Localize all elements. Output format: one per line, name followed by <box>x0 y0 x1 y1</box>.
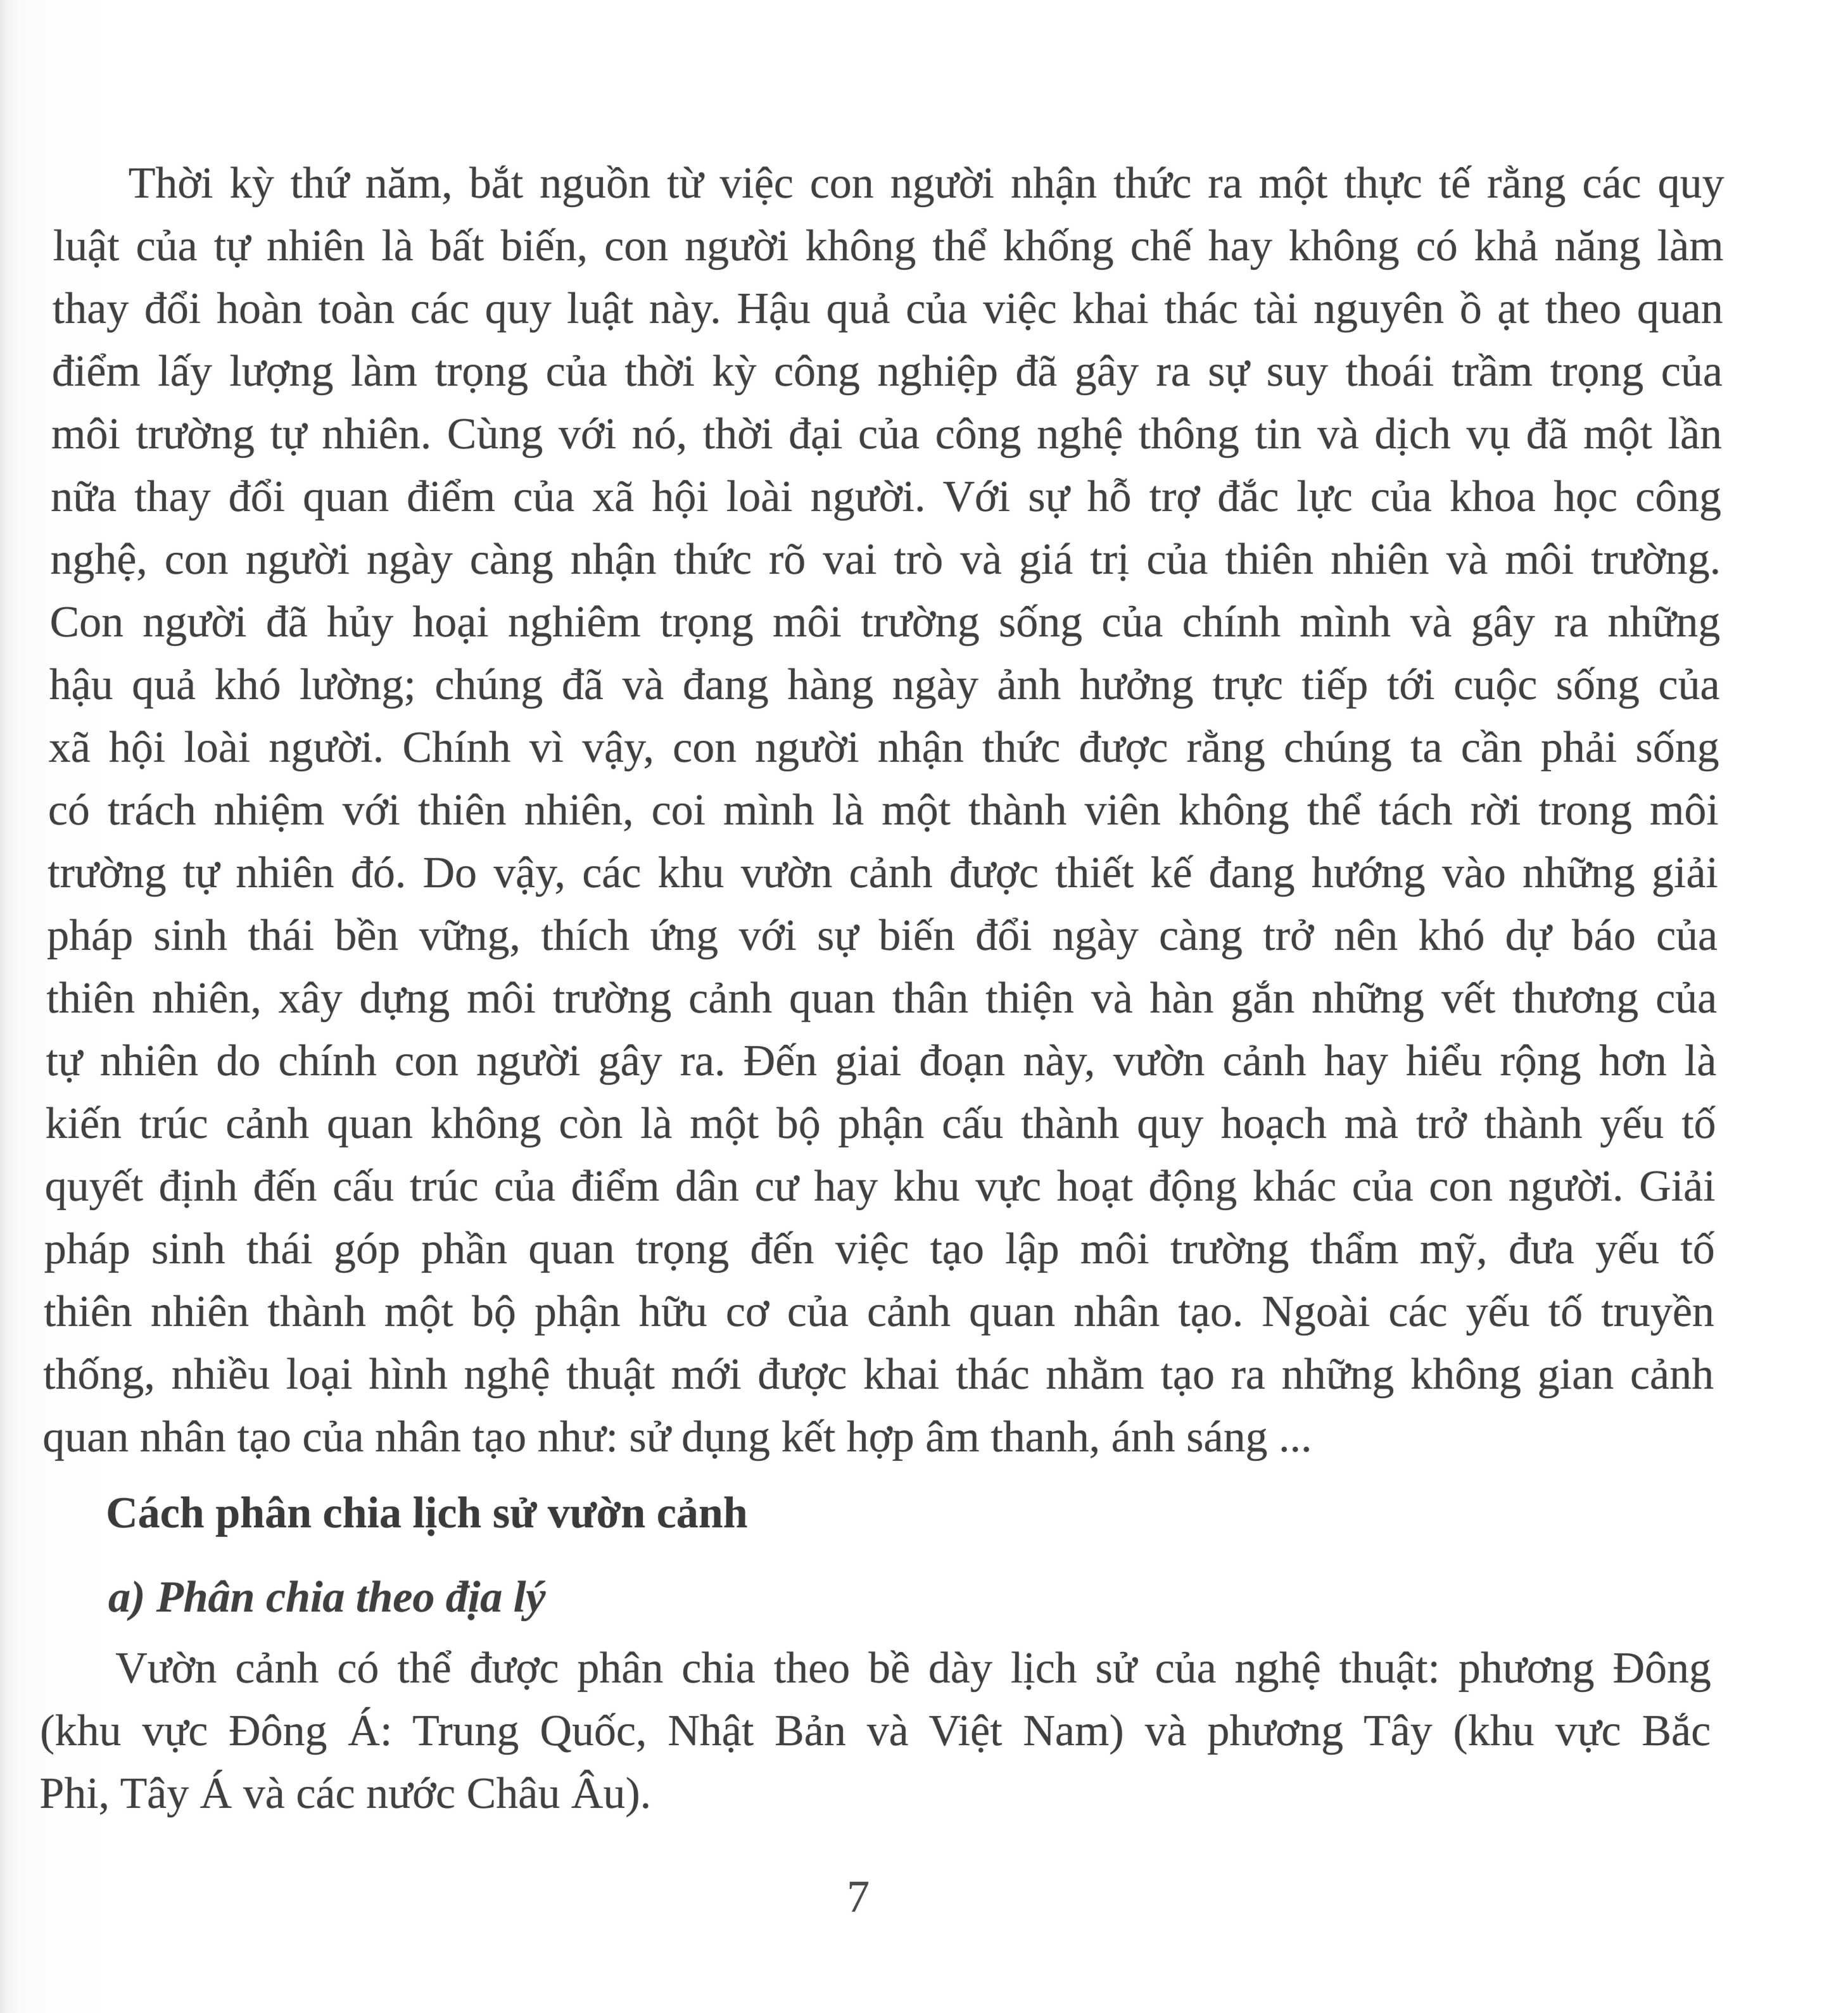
text-line: tự nhiên do chính con người gây ra. Đến giai đoạn này, vườn cảnh hay hiểu rộng hơn là <box>46 1037 1717 1085</box>
text-line: Thời kỳ thứ năm, bắt nguồn từ việc con người nhận thức ra một thực tế rằng các quy <box>128 159 1725 208</box>
text-line: xã hội loài người. Chính vì vậy, con người nhận thức được rằng chúng ta cần phải sống <box>48 723 1720 772</box>
text-line: nghệ, con người ngày càng nhận thức rõ vai trò và giá trị của thiên nhiên và môi trường. <box>50 535 1721 584</box>
text-line: pháp sinh thái bền vững, thích ứng với sự biến đổi ngày càng trở nên khó dự báo của <box>46 911 1718 960</box>
text-line: pháp sinh thái góp phần quan trọng đến việc tạo lập môi trường thẩm mỹ, đưa yếu tố <box>44 1225 1716 1273</box>
text-line: trường tự nhiên đó. Do vậy, các khu vườn cảnh được thiết kế đang hướng vào những giải <box>47 849 1719 897</box>
page-number: 7 <box>846 1871 870 1922</box>
text-line: môi trường tự nhiên. Cùng với nó, thời đại của công nghệ thông tin và dịch vụ đã một lần <box>51 410 1723 458</box>
text-line: hậu quả khó lường; chúng đã và đang hàng ngày ảnh hưởng trực tiếp tới cuộc sống của <box>49 660 1720 709</box>
text-line: kiến trúc cảnh quan không còn là một bộ phận cấu thành quy hoạch mà trở thành yếu tố <box>45 1099 1716 1148</box>
page-content <box>39 152 1725 1928</box>
text-line: thiên nhiên, xây dựng môi trường cảnh quan thân thiện và hàn gắn những vết thương của <box>46 974 1718 1023</box>
paragraph-geography <box>39 1637 1712 1825</box>
text-line: điểm lấy lượng làm trọng của thời kỳ công nghiệp đã gây ra sự suy thoái trầm trọng của <box>51 347 1723 396</box>
subsection-heading-a: a) Phân chia theo địa lý <box>108 1573 546 1622</box>
text-line: thay đổi hoàn toàn các quy luật này. Hậu quả của việc khai thác tài nguyên ồ ạt theo quan <box>52 284 1724 333</box>
text-line: luật của tự nhiên là bất biến, con người không thể khống chế hay không có khả năng làm <box>53 222 1725 270</box>
text-line: quan nhân tạo của nhân tạo như: sử dụng kết hợp âm thanh, ánh sáng ... <box>42 1413 1313 1461</box>
text-line: (khu vực Đông Á: Trung Quốc, Nhật Bản và Việt Nam) và phương Tây (khu vực Bắc <box>39 1707 1711 1755</box>
text-line: thiên nhiên thành một bộ phận hữu cơ của cảnh quan nhân tạo. Ngoài các yếu tố truyền <box>43 1287 1715 1336</box>
text-line: Con người đã hủy hoại nghiêm trọng môi trường sống của chính mình và gây ra những <box>49 598 1721 647</box>
text-line: Phi, Tây Á và các nước Châu Âu). <box>39 1769 652 1818</box>
text-line: quyết định đến cấu trúc của điểm dân cư hay khu vực hoạt động khác của con người. Giải <box>44 1162 1716 1211</box>
section-heading: Cách phân chia lịch sử vườn cảnh <box>105 1489 749 1537</box>
paragraph-fifth-period <box>42 152 1725 1468</box>
text-line: Vườn cảnh có thể được phân chia theo bề dày lịch sử của nghệ thuật: phương Đông <box>115 1644 1712 1693</box>
text-line: nữa thay đổi quan điểm của xã hội loài người. Với sự hỗ trợ đắc lực của khoa học công <box>50 472 1722 521</box>
text-line: có trách nhiệm với thiên nhiên, coi mình là một thành viên không thể tách rời trong môi <box>47 786 1719 835</box>
text-line: thống, nhiều loại hình nghệ thuật mới được khai thác nhằm tạo ra những không gian cảnh <box>42 1350 1714 1399</box>
